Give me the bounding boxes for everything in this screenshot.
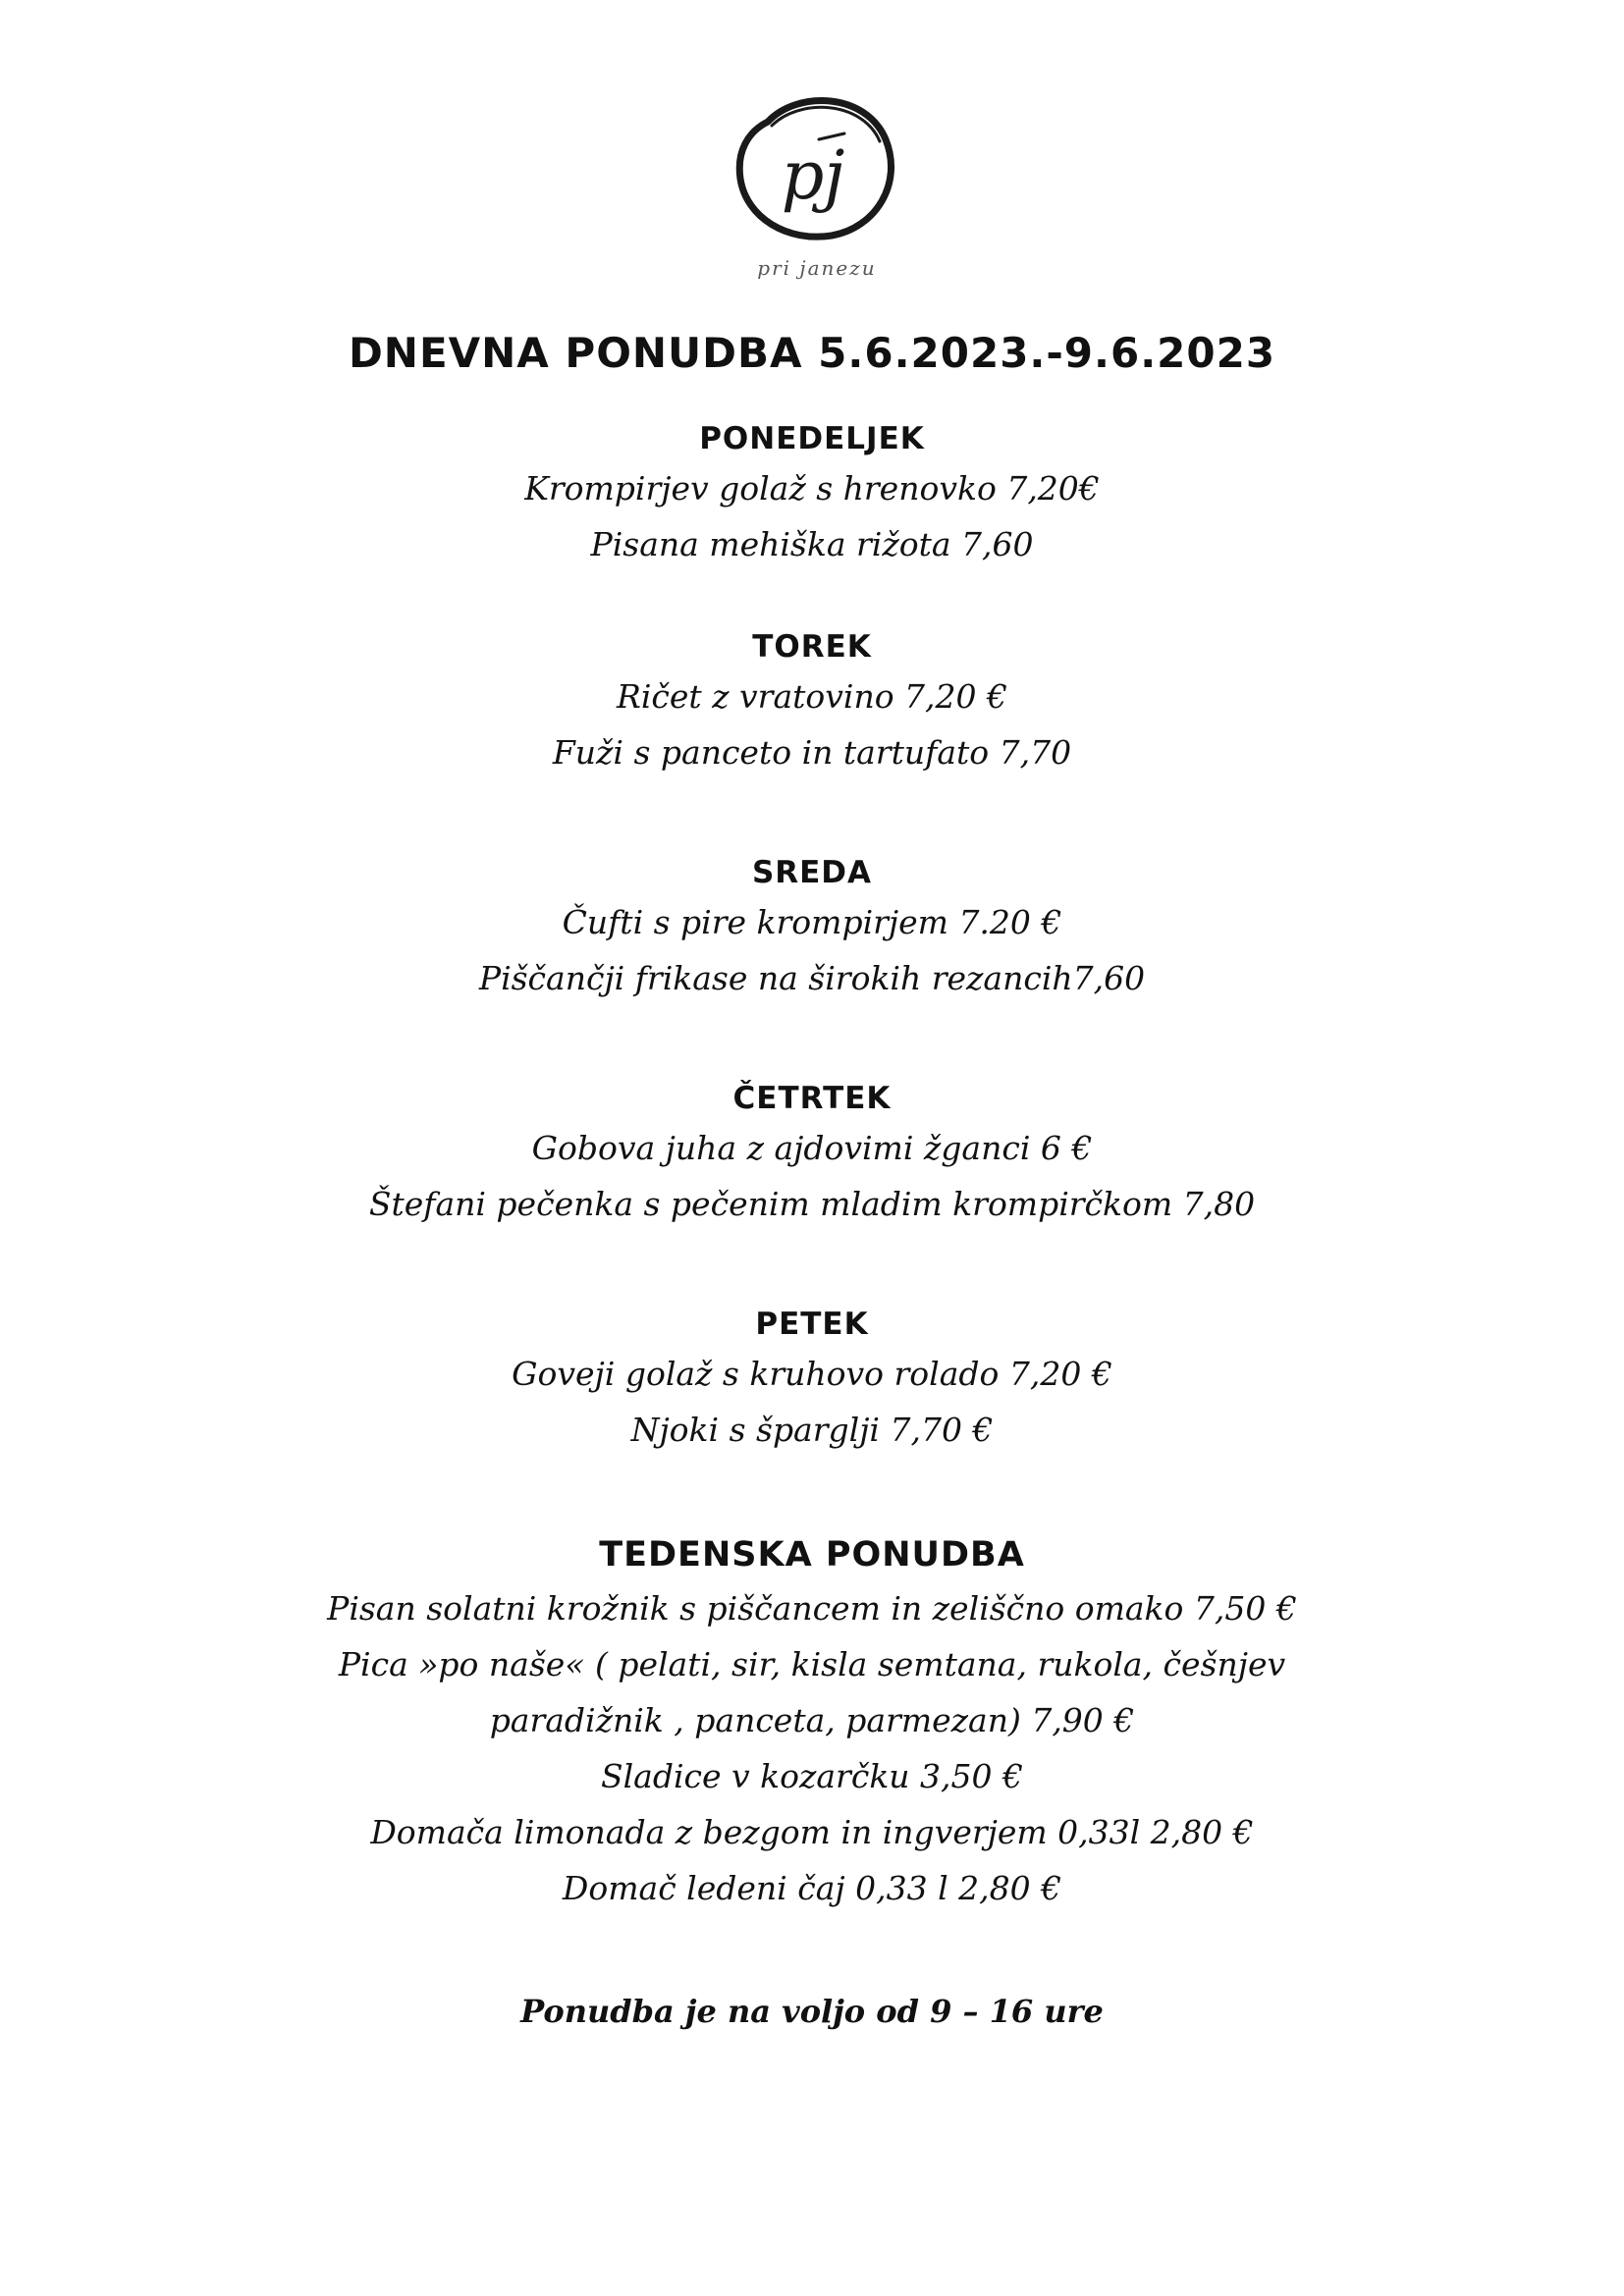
- dish-item: Štefani pečenka s pečenim mladim krompirčkom 7,80: [368, 1185, 1256, 1223]
- dish-item: Ričet z vratovino 7,20 €: [616, 677, 1008, 716]
- day-heading: SREDA: [751, 855, 873, 890]
- dish-item: Fuži s panceto in tartufato 7,70: [552, 733, 1072, 772]
- day-section-tuesday: [0, 625, 1624, 780]
- day-section-thursday: [0, 1077, 1624, 1232]
- page-title: DNEVNA PONUDBA 5.6.2023.-9.6.2023: [348, 329, 1276, 377]
- dish-item: Piščančji frikase na širokih rezancih7,60: [478, 959, 1146, 997]
- weekly-item: paradižnik , panceta, parmezan) 7,90 €: [489, 1701, 1135, 1739]
- day-section-monday: [0, 417, 1624, 572]
- dish-item: Čufti s pire krompirjem 7.20 €: [562, 903, 1062, 941]
- dish-item: Njoki s šparglji 7,70 €: [630, 1411, 994, 1449]
- weekly-item: Pica »po naše« ( pelati, sir, kisla semtana, rukola, češnjev: [338, 1645, 1286, 1683]
- dish-item: Krompirjev golaž s hrenovko 7,20€: [524, 469, 1100, 507]
- dish-item: Pisana mehiška rižota 7,60: [590, 525, 1034, 563]
- weekly-item: Pisan solatni krožnik s piščancem in zeliščno omako 7,50 €: [327, 1589, 1297, 1628]
- availability-note: Ponudba je na voljo od 9 – 16 ure: [520, 1993, 1104, 2030]
- day-section-wednesday: [0, 851, 1624, 1006]
- logo-mark: [729, 80, 901, 289]
- day-heading: PETEK: [755, 1307, 869, 1342]
- day-heading: TOREK: [752, 629, 872, 665]
- dish-item: Gobova juha z ajdovimi žganci 6 €: [531, 1129, 1093, 1167]
- weekly-offer-heading: TEDENSKA PONUDBA: [599, 1535, 1025, 1575]
- day-heading: ČETRTEK: [732, 1081, 892, 1116]
- weekly-offer-section: [0, 1529, 1624, 1916]
- logo-monogram: pj: [781, 137, 845, 215]
- dish-item: Goveji golaž s kruhovo rolado 7,20 €: [512, 1355, 1112, 1393]
- day-heading: PONEDELJEK: [699, 421, 925, 456]
- weekly-item: Sladice v kozarčku 3,50 €: [600, 1757, 1024, 1795]
- logo-tagline: pri janezu: [757, 256, 877, 280]
- weekly-item: Domač ledeni čaj 0,33 l 2,80 €: [562, 1869, 1062, 1907]
- weekly-item: Domača limonada z bezgom in ingverjem 0,33l 2,80 €: [370, 1813, 1254, 1851]
- restaurant-logo: [729, 80, 901, 289]
- day-section-friday: [0, 1303, 1624, 1458]
